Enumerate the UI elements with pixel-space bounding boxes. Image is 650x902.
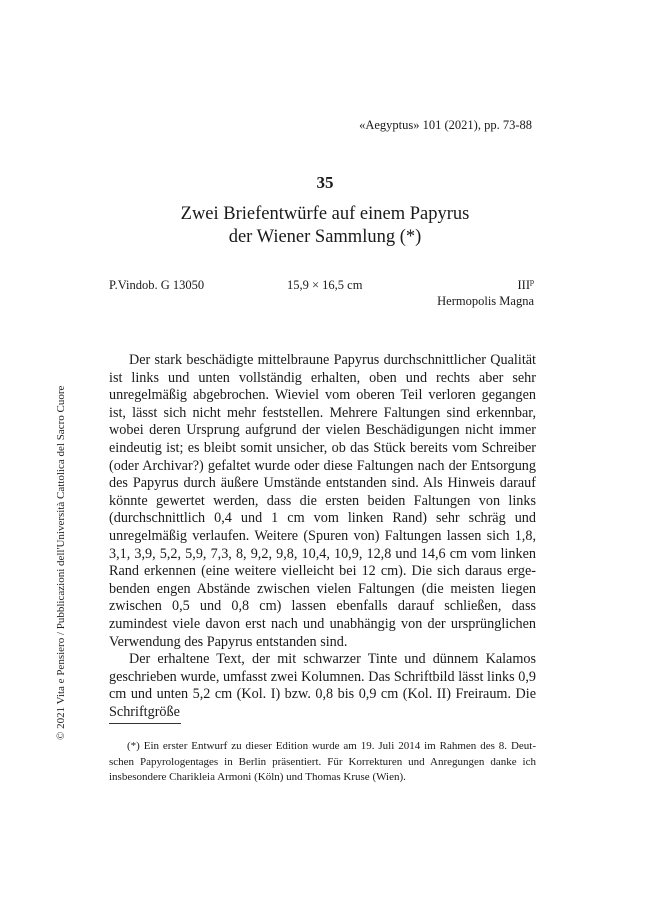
- date-numeral: III: [517, 278, 530, 292]
- journal-reference: «Aegyptus» 101 (2021), pp. 73-88: [359, 118, 532, 132]
- article-title-line-1: Zwei Briefentwürfe auf einem Papyrus: [180, 204, 470, 224]
- article-title-line-2: der Wiener Sammlung (*): [228, 227, 422, 247]
- body-text: [109, 352, 536, 721]
- date: [518, 277, 535, 293]
- dimensions: 15,9 × 16,5 cm: [287, 278, 363, 292]
- copyright-notice: © 2021 Vita e Pensiero / Pubblicazioni dell'Università Cattolica del Sacro Cuore: [55, 385, 67, 740]
- article-title: [0, 203, 650, 249]
- footnote: (*) Ein erster Entwurf zu dieser Edition wurde am 19. Juli 2014 im Rahmen des 8. Deutschen Papyrologentages in Berlin präsentiert. Für Korrekturen und Anregungen danke ich insbesondere Charikleia Armoni (Köln) und Thomas Kruse (Wien).: [109, 740, 536, 783]
- inventory-number: P.Vindob. G 13050: [109, 278, 205, 292]
- provenance: Hermopolis Magna: [437, 294, 534, 308]
- date-suffix: p: [530, 276, 534, 286]
- article-number: 35: [316, 173, 334, 192]
- paragraph-2: Der erhaltene Text, der mit schwarzer Tinte und dünnem Kalamos geschrieben wurde, umfasst zwei Kolumnen. Das Schriftbild lässt links 0,9 cm und unten 5,2 cm (Kol. I) bzw. 0,8 bis 0,9 cm (Kol. II) Freiraum. Die Schriftgröße: [109, 651, 536, 720]
- footnote-separator: [109, 723, 181, 724]
- paragraph-1: Der stark beschädigte mittelbraune Papyrus durchschnittlicher Qualität ist links und unten vollständig erhalten, oben und rechts aber sehr unregelmäßig abgebrochen. Wieviel vom oberen Teil verloren gegangen ist, lässt sich nicht mehr feststellen. Mehrere Faltungen sind erkennbar, wobei deren Ursprung aufgrund der vielen Beschädigungen nicht immer eindeutig ist; es bleibt somit unsicher, ob das Stück bereits vom Schreiber (oder Archivar?) gefaltet wurde oder diese Faltungen nach der Entsorgung des Papyrus durch äußere Umstände entstanden sind. Als Hinweis darauf könnte gewertet werden, dass die ersten beiden Faltungen von links (durchschnittlich 0,4 und 1 cm vom linken Rand) sehr schräg und unregelmäßig verlaufen. Weitere (Spuren von) Faltungen lassen sich 1,8, 3,1, 3,9, 5,2, 5,9, 7,3, 8, 9,2, 9,8, 10,4, 10,9, 12,8 und 14,6 cm vom linken Rand erkennen (eine weitere vielleicht bei 12 cm). Die sich daraus ergebenden engen Abstände zwischen vielen Faltungen (die meisten liegen zwischen 0,5 und 0,8 cm) lassen ebenfalls darauf schließen, dass zumindest viele davon erst nach und unabhängig von der ursprünglichen Verwendung des Papyrus entstanden sind.: [109, 352, 536, 650]
